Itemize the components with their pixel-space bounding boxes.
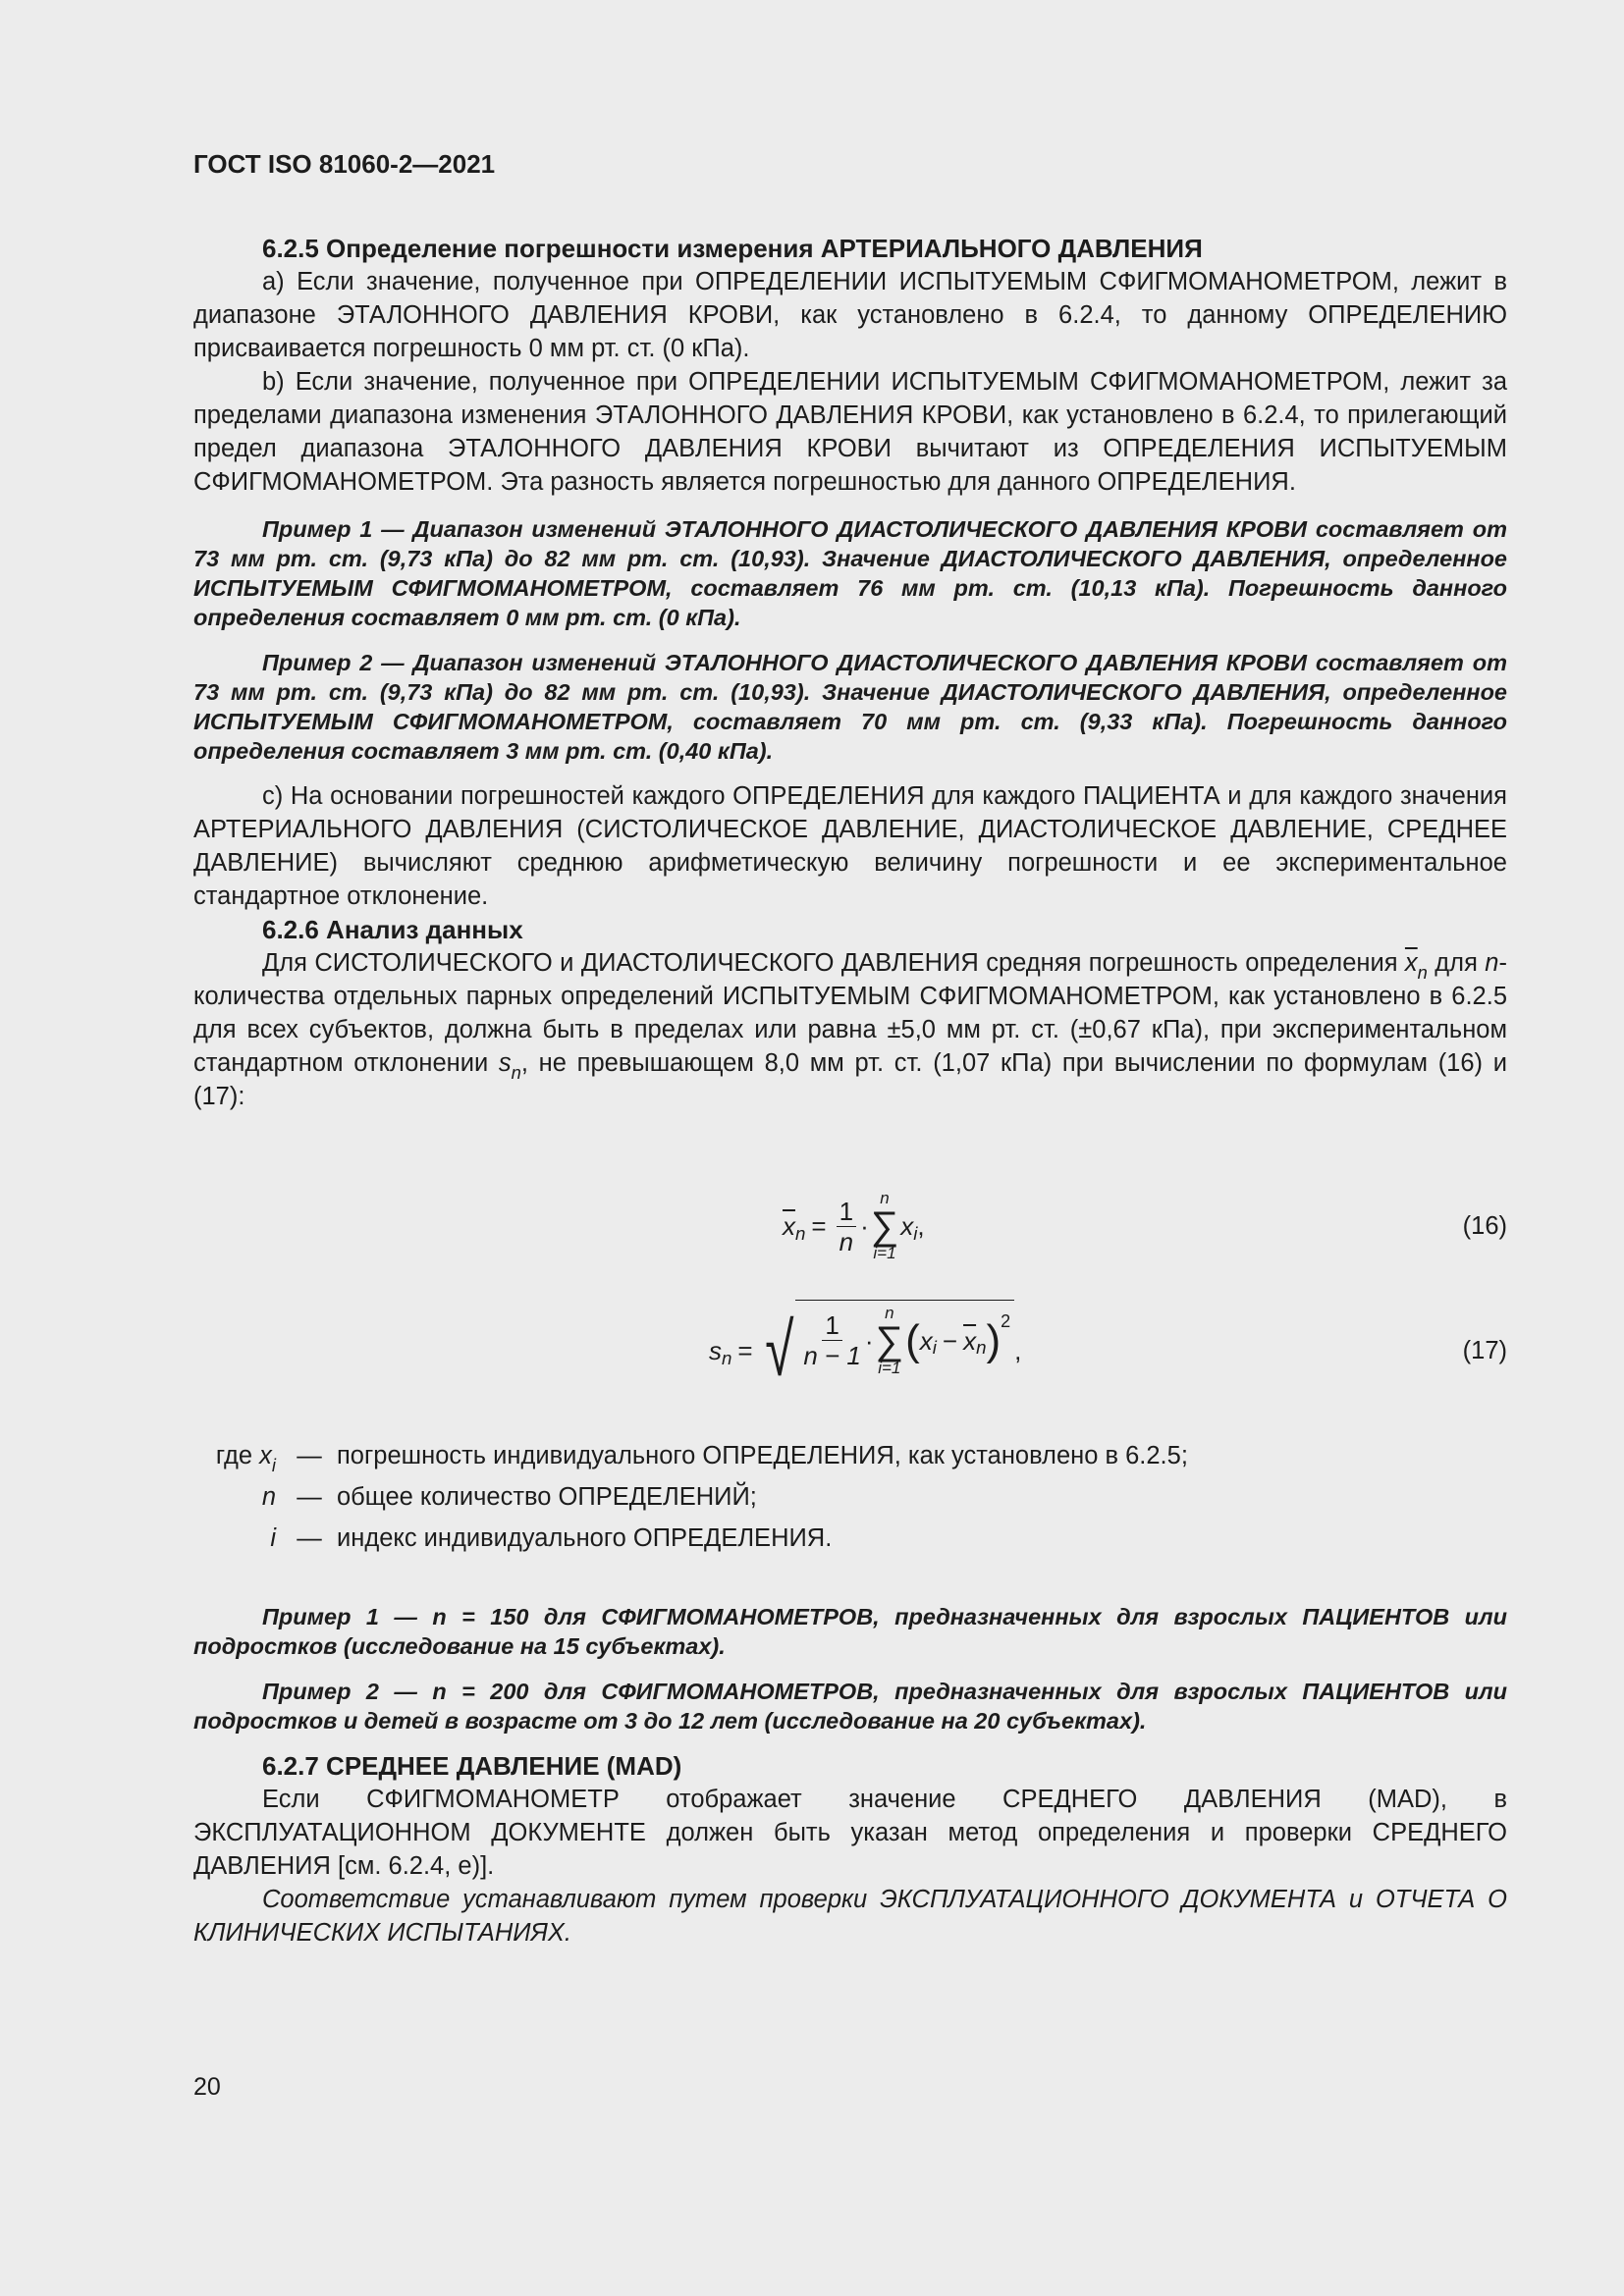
example-n150-note: Пример 1 — n = 150 для СФИГМОМАНОМЕТРОВ, предназначенных для взрослых ПАЦИЕНТОВ или подростков (исследование на 15 субъектах). [193,1604,1507,1659]
formula-17-number: (17) [1462,1337,1507,1364]
s-symbol: s [498,1049,512,1077]
section-6-2-6-title: 6.2.6 Анализ данных [262,915,523,944]
example-1-note: Пример 1 — Диапазон изменений ЭТАЛОННОГО ДИАСТОЛИЧЕСКОГО ДАВЛЕНИЯ КРОВИ составляет от 73 мм рт. ст. (9,73 кПа) до 82 мм рт. ст. (10,93). Значение ДИАСТОЛИЧЕСКОГО ДАВЛЕНИЯ, определенное ИСПЫТУЕМЫМ СФИГМОМАНОМЕТРОМ, составляет 76 мм рт. ст. (10,13 кПа). Погрешность данного определения составляет 0 мм рт. ст. (0 кПа). [193,516,1507,630]
compliance-paragraph: Соответствие устанавливают путем проверки ЭКСПЛУАТАЦИОННОГО ДОКУМЕНТА и ОТЧЕТА О КЛИНИЧЕСКИХ ИСПЫТАНИЯХ. [193,1886,1507,1947]
sqrt-symbol: √ $\frac{1}{n - 1}$ · n ∑ i=1 ( x i − $\overline{x}$ n ) 2 [759,1313,1015,1388]
definition-row: n — общее количество ОПРЕДЕЛЕНИЙ; [261,1483,757,1511]
paragraph-a: a) Если значение, полученное при ОПРЕДЕЛЕНИИ ИСПЫТУЕМЫМ СФИГМОМАНОМЕТРОМ, лежит в диапазоне ЭТАЛОННОГО ДАВЛЕНИЯ КРОВИ, как установлено в 6.2.4, то данному ОПРЕДЕЛЕНИЮ присваивается погрешность 0 мм рт. ст. (0 кПа). [193,268,1507,362]
analysis-paragraph: Для СИСТОЛИЧЕСКОГО и ДИАСТОЛИЧЕСКОГО ДАВЛЕНИЯ средняя погрешность определения $\overline{x}_n$ для n-количества отдельных парных определений ИСПЫТУЕМЫМ СФИГМОМАНОМЕТРОМ, как установлено в 6.2.5 для всех субъектов, должна быть в пределах или равна ±5,0 мм рт. ст. (±0,67 кПа), при экспериментальном стандартном отклонении $s_n$, не превышающем 8,0 мм рт. ст. (1,07 кПа) при вычислении по формулам (16) и (17): [193,949,1507,1110]
example-2-note: Пример 2 — Диапазон изменений ЭТАЛОННОГО ДИАСТОЛИЧЕСКОГО ДАВЛЕНИЯ КРОВИ составляет от 73 мм рт. ст. (9,73 кПа) до 82 мм рт. ст. (10,93). Значение ДИАСТОЛИЧЕСКОГО ДАВЛЕНИЯ, определенное ИСПЫТУЕМЫМ СФИГМОМАНОМЕТРОМ, составляет 70 мм рт. ст. (9,33 кПа). Погрешность данного определения составляет 3 мм рт. ст. (0,40 кПа). [193,650,1507,764]
section-6-2-5-title: 6.2.5 Определение погрешности измерения АРТЕРИАЛЬНОГО ДАВЛЕНИЯ [262,234,1203,263]
document-page [193,147,1507,1949]
paragraph-b: b) Если значение, полученное при ОПРЕДЕЛЕНИИ ИСПЫТУЕМЫМ СФИГМОМАНОМЕТРОМ, лежит за пределами диапазона изменения ЭТАЛОННОГО ДАВЛЕНИЯ КРОВИ, как установлено в 6.2.4, то прилегающий предел диапазона ЭТАЛОННОГО ДАВЛЕНИЯ КРОВИ вычитают из ОПРЕДЕЛЕНИЯ ИСПЫТУЕМЫМ СФИГМОМАНОМЕТРОМ. Эта разность является погрешностью для данного ОПРЕДЕЛЕНИЯ. [193,368,1507,496]
definition-row: i — индекс индивидуального ОПРЕДЕЛЕНИЯ. [270,1524,833,1552]
symbol-definitions [193,1439,1507,1563]
section-6-2-7-title: 6.2.7 СРЕДНЕЕ ДАВЛЕНИЕ (MAD) [262,1751,682,1781]
example-n200-note: Пример 2 — n = 200 для СФИГМОМАНОМЕТРОВ, предназначенных для взрослых ПАЦИЕНТОВ или подростков и детей в возрасте от 3 до 12 лет (исследование на 20 субъектах). [193,1679,1507,1734]
formula-17: s n = √ $\frac{1}{n - 1}$ · n ∑ i=1 ( x i − $\overline{x}$ n ) 2 , (17) [193,1290,1507,1412]
xbar-symbol: $\overline{x}$ [1404,949,1418,977]
mad-paragraph: Если СФИГМОМАНОМЕТР отображает значение СРЕДНЕГО ДАВЛЕНИЯ (MAD), в ЭКСПЛУАТАЦИОННОМ ДОКУМЕНТЕ должен быть указан метод определения и проверки СРЕДНЕГО ДАВЛЕНИЯ [см. 6.2.4, e)]. [193,1786,1507,1880]
definition-row: где $x_i$ — погрешность индивидуального ОПРЕДЕЛЕНИЯ, как установлено в 6.2.5; [215,1442,1188,1475]
paragraph-c: c) На основании погрешностей каждого ОПРЕДЕЛЕНИЯ для каждого ПАЦИЕНТА и для каждого значения АРТЕРИАЛЬНОГО ДАВЛЕНИЯ (СИСТОЛИЧЕСКОЕ ДАВЛЕНИЕ, ДИАСТОЛИЧЕСКОЕ ДАВЛЕНИЕ, СРЕДНЕЕ ДАВЛЕНИЕ) вычисляют среднюю арифметическую величину погрешности и ее экспериментальное стандартное отклонение. [193,782,1507,910]
page-number: 20 [193,2073,221,2101]
document-header: ГОСТ ISO 81060-2—2021 [193,149,496,179]
formula-16: $\overline{x}$ n = $\frac{1}{n}$ · n ∑ i=1 x i , (16) [783,1189,1507,1262]
formula-16-number: (16) [1462,1212,1507,1240]
sum-symbol: n ∑ i=1 [870,1189,899,1262]
